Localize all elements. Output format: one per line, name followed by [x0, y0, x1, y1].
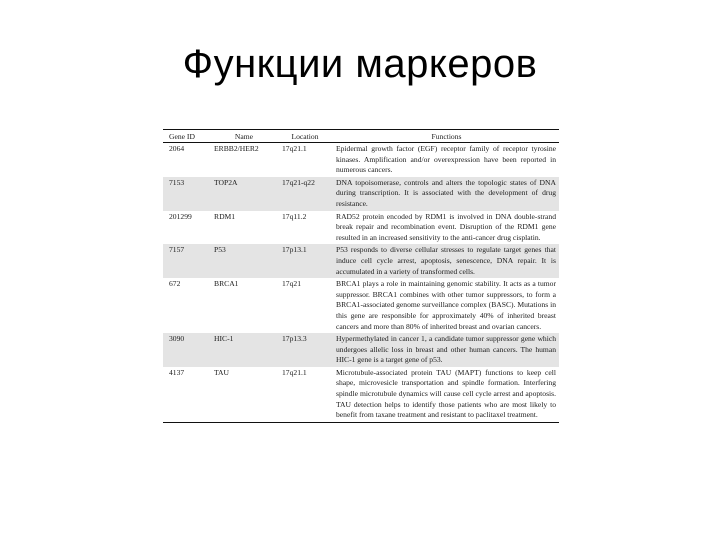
cell-gene-id: 2064 [163, 143, 208, 177]
cell-name: TOP2A [208, 177, 276, 211]
table-row [163, 211, 559, 245]
cell-functions: RAD52 protein encoded by RDM1 is involved in DNA double-strand break repair and recombination event. Disruption of the RDM1 gene resulted in an increased sensitivity to the anti-cancer drug cisplatin. [330, 211, 559, 245]
slide-title: Функции маркеров [182, 42, 538, 86]
table-header [163, 130, 559, 143]
cell-functions: P53 responds to diverse cellular stresses to regulate target genes that induce cell cycle arrest, apoptosis, senescence, DNA repair. It is accumulated in a variety of transformed cells. [330, 244, 559, 278]
cell-gene-id: 3090 [163, 333, 208, 367]
cell-gene-id: 7157 [163, 244, 208, 278]
cell-gene-id: 7153 [163, 177, 208, 211]
cell-name: P53 [208, 244, 276, 278]
cell-name: HIC-1 [208, 333, 276, 367]
table-row [163, 367, 559, 422]
cell-name: TAU [208, 367, 276, 422]
cell-name: RDM1 [208, 211, 276, 245]
table-row [163, 278, 559, 333]
cell-name: BRCA1 [208, 278, 276, 333]
cell-location: 17p13.3 [276, 333, 330, 367]
header-gene-id: Gene ID [169, 131, 195, 141]
table-row [163, 177, 559, 211]
header-location: Location [291, 131, 319, 141]
cell-functions: BRCA1 plays a role in maintaining genomic stability. It acts as a tumor suppressor. BRCA1 combines with other tumor suppressors, to form a BRCA1-associated genome surveillance complex (BASC). Mutations in this gene are responsible for approximately 40% of inherited breast cancers and more than 80% of inherited breast and ovarian cancers. [330, 278, 559, 333]
cell-gene-id: 4137 [163, 367, 208, 422]
cell-functions: Hypermethylated in cancer 1, a candidate tumor suppressor gene which undergoes allelic loss in breast and other human cancers. The human HIC-1 gene is a target gene of p53. [330, 333, 559, 367]
table-row [163, 333, 559, 367]
cell-location: 17q21.1 [276, 367, 330, 422]
table-row [163, 143, 559, 177]
cell-location: 17q21.1 [276, 143, 330, 177]
cell-location: 17q21 [276, 278, 330, 333]
cell-functions: DNA topoisomerase, controls and alters the topologic states of DNA during transcription. It is associated with the development of drug resistance. [330, 177, 559, 211]
cell-gene-id: 672 [163, 278, 208, 333]
header-name: Name [234, 131, 254, 141]
cell-location: 17p13.1 [276, 244, 330, 278]
cell-functions: Microtubule-associated protein TAU (MAPT) functions to keep cell shape, microvesicle transportation and spindle formation. Interfering spindle microtubule dynamics will cause cell cycle arrest and apoptosis. TAU detection helps to identify those patients who are most likely to benefit from taxane treatment and resistant to paclitaxel treatment. [330, 367, 559, 422]
cell-gene-id: 201299 [163, 211, 208, 245]
cell-functions: Epidermal growth factor (EGF) receptor family of receptor tyrosine kinases. Amplification and/or overexpression have been reported in numerous cancers. [330, 143, 559, 177]
cell-location: 17q11.2 [276, 211, 330, 245]
header-functions: Functions [431, 131, 462, 141]
gene-function-table [163, 129, 559, 423]
cell-name: ERBB2/HER2 [208, 143, 276, 177]
cell-location: 17q21-q22 [276, 177, 330, 211]
table-row [163, 244, 559, 278]
